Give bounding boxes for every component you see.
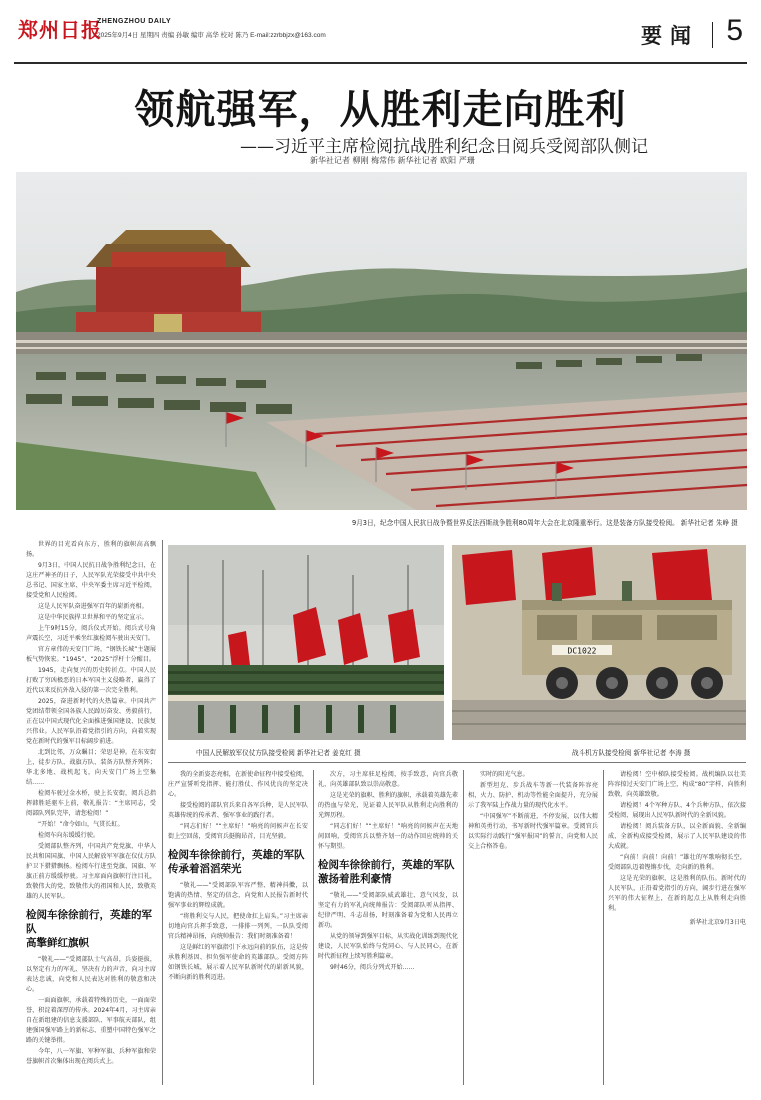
paragraph: 9时46分，阅兵分列式开始…… bbox=[330, 964, 415, 971]
masthead bbox=[14, 8, 747, 64]
paragraph: “敬礼——”受阅部队军容严整、精神抖擞，以饱满的热情、坚定的信念，向党和人民报告新时代强军事业的辉煌成就。 bbox=[168, 882, 308, 909]
paragraph: 次方，习主席驻足检阅，按手致意，向官兵敬礼，向英雄部队致以崇高敬意。 bbox=[318, 771, 458, 788]
paragraph: “中国强军”不断前进，不停发展，以伟大精神和英勇行动，书写新时代强军篇章。受阅官兵以实际行动践行“强军报国”的誓言，向党和人民交上合格答卷。 bbox=[468, 813, 598, 850]
column-divider bbox=[463, 770, 464, 1085]
paragraph: 请检阅！4个军种方队、4个兵种方队，依次接受检阅，展现出人民军队新时代的全新风貌。 bbox=[608, 802, 746, 819]
paragraph: 这是人民军队奋进强军百年的崭新亮相。 bbox=[38, 603, 148, 610]
paragraph: 从党的领导到强军目标，从实战化训练到现代化建设，人民军队始终与党同心、与人民同心，在新时代新征程上续写胜利篇章。 bbox=[318, 933, 458, 960]
paragraph: 9月3日，中国人民抗日战争胜利纪念日，在这庄严神圣的日子，人民军队光荣接受中共中央总书记、国家主席、中央军委主席习近平检阅，接受党和人民检阅。 bbox=[26, 562, 156, 599]
column-subheading-line: 检阅车徐徐前行，英雄的军队 bbox=[168, 849, 305, 861]
paragraph: 我的全新姿态亮相，在新使命征程中接受检阅，庄严宣誓听党指挥、能打胜仗、作风优良的坚定决心。 bbox=[168, 771, 308, 798]
paragraph: 接受检阅的部队官兵来自各军兵种，是人民军队英雄传统的传承者、强军事业的践行者。 bbox=[168, 802, 308, 819]
paragraph: 2025，奋进新时代的火热篇章。中国共产党团结带领全国各族人民踔厉奋发、勇毅前行，正在以中国式现代化全面推进强国建设、民族复兴伟业。人民军队沿着党指引的方向，向着实现党在新时代的强军目标阔步前进。 bbox=[26, 698, 156, 745]
dateline: 2025年9月4日 星期四 责编 孙敏 编审 高华 校对 陈乃 E-mail:zzrbbjzx@163.com bbox=[97, 32, 326, 39]
byline: 新华社记者 柳刚 梅常伟 新华社记者 欧阳 严珊 bbox=[310, 156, 475, 165]
page-separator bbox=[712, 22, 714, 48]
paragraph: “敬礼——”受阅部队威武雄壮、意气风发，以坚定有力的军礼向统帅报告：受阅部队听从指挥、纪律严明、斗志昂扬，时刻准备着为党和人民再立新功。 bbox=[318, 892, 458, 929]
column-subheading-line: 检阅车徐徐前行，英雄的军队 bbox=[26, 909, 152, 935]
column-subheading-line: 检阅车徐徐前行，英雄的军队 bbox=[318, 859, 455, 871]
column-subheading bbox=[26, 908, 156, 950]
text-column-1 bbox=[26, 540, 156, 1088]
honor-guard-photo bbox=[168, 545, 444, 740]
paragraph: 检阅车驶过金水桥，驶上长安街，阅兵总指挥韩胜延驱车上前，敬礼报告：“主席同志，受阅部队列队完毕，请您检阅！” bbox=[26, 790, 156, 817]
paragraph: 这是光荣的旗帜、胜利的旗帜，承载着英雄先辈的热血与荣光，见证着人民军队从胜利走向胜利的光辉历程。 bbox=[318, 792, 458, 819]
text-column-5 bbox=[608, 770, 746, 1088]
vehicle-column-photo bbox=[452, 545, 746, 740]
paragraph: “敬礼——”受阅部队士气高昂，兵姿挺拔，以坚定有力的军礼、坚决有力的声音，向习主席表达忠诚，向党和人民表达对胜利的敬意和决心。 bbox=[26, 956, 156, 993]
column-subheading bbox=[318, 858, 458, 886]
paragraph: “同志们好！”“主席好！”响亮的问候声在天地间回响，受阅官兵以整齐划一的动作回应统帅的关怀与期望。 bbox=[318, 823, 458, 850]
page-headline: 领航强军，从胜利走向胜利 bbox=[134, 87, 627, 133]
paragraph: 这是中华民族捍卫世界和平的坚定宣示。 bbox=[38, 614, 148, 621]
column-subheading-line: 传承着滔滔荣光 bbox=[168, 863, 242, 875]
column-divider bbox=[162, 540, 163, 1085]
paragraph: 请检阅！空中梯队接受检阅。战机编队以壮美阵容掠过天安门广场上空，构成“80”字样，向胜利致敬，向英雄致敬。 bbox=[608, 771, 746, 798]
column-divider bbox=[313, 770, 314, 1085]
paragraph: “向前！向前！向前！”雄壮的军歌响彻长空，受阅部队迈着铿锵步伐，走向新的胜利。 bbox=[608, 854, 746, 871]
text-column-3 bbox=[318, 770, 458, 1088]
paragraph: 检阅车向东缓缓行驶。 bbox=[38, 832, 99, 839]
article-signature: 新华社北京9月3日电 bbox=[689, 919, 746, 926]
right-photo-caption: 战斗机方队接受检阅 新华社记者 李涛 摄 bbox=[572, 749, 691, 757]
paragraph: “同志们好！”“主席好！”响亮的问候声在长安街上空回荡，受阅官兵挺胸昂首，目光坚毅。 bbox=[168, 823, 308, 840]
text-column-4 bbox=[468, 770, 598, 1088]
paragraph: 世界的目光看向东方，胜利的旗帜高高飘扬。 bbox=[26, 541, 156, 558]
paragraph: 实时的阳光气息。 bbox=[480, 771, 529, 778]
sub-headline: ——习近平主席检阅抗战胜利纪念日阅兵受阅部队侧记 bbox=[240, 137, 648, 157]
paragraph: 1945，走向复兴的历史转折点。中国人民打败了穷凶极恶的日本军国主义侵略者，赢得了近代以来反抗外敌入侵的第一次完全胜利。 bbox=[26, 667, 156, 694]
paragraph: “将胜利交与人民，把使命扛上肩头。”习主席亲切地向官兵挥手致意，一排排一列列，一队队受阅官兵精神昂扬，向统帅报告：我们时刻准备着！ bbox=[168, 913, 308, 940]
section-title: 要闻 bbox=[641, 24, 699, 48]
main-photo-caption: 9月3日，纪念中国人民抗日战争暨世界反法西斯战争胜利80周年大会在北京隆重举行。这是装备方队接受检阅。 新华社记者 朱峥 摄 bbox=[352, 519, 738, 527]
paragraph: 今年，八一军旗、军种军旗、兵种军旗和荣誉旗帜首次集体出现在阅兵式上。 bbox=[26, 1048, 156, 1065]
paragraph: 这是鲜红的军旗指引下永远向前的队伍，这是传承胜利基因、担负强军使命的英雄部队。受阅方阵如钢铁长城，展示着人民军队新时代的崭新风貌，不断向新的胜利迈进。 bbox=[168, 944, 308, 981]
paragraph: 新型坦克、步兵战车等新一代装备阵容亮相，火力、防护、机动等性能全面提升，充分展示了我军陆上作战力量的现代化水平。 bbox=[468, 782, 598, 809]
paragraph: 请检阅！阅兵装备方队，以全新面貌、全新编成、全新构成接受检阅，展示了人民军队建设的伟大成就。 bbox=[608, 823, 746, 850]
column-subheading bbox=[168, 848, 308, 876]
paragraph: 一面面旗帜，承载着特殊的历史，一面面荣誉，积淀着深厚的传承。2024年4月，习主席亲自在新组建的信息支援部队、军事航天部队，组建强国强军路上的新标志、重塑中国特色强军之路的关键举措。 bbox=[26, 997, 156, 1044]
paragraph: 上午9时15分，阅兵仪式开始。阅兵式号角声震长空，习近平乘坐红旗检阅车驶出天安门。 bbox=[26, 625, 156, 642]
main-parade-photo bbox=[16, 172, 747, 510]
page-number: 5 bbox=[726, 14, 743, 47]
text-column-2 bbox=[168, 770, 308, 1088]
paragraph: 官方章伟的天安门广场，“钢铁长城”主题展板气势恢宏。“1945”、“2025”浮杆十分醒目。 bbox=[26, 646, 156, 663]
paper-english-name: ZHENGZHOU DAILY bbox=[97, 18, 172, 25]
column-subheading-line: 高擎鲜红旗帜 bbox=[26, 937, 89, 949]
paragraph: 北到比邻，万众瞩目；荣思是神。在东安街上，徒步方队、战旗方队、装备方队整齐列阵；华北多地、战机起飞，向天安门广场上空集结…… bbox=[26, 749, 156, 786]
column-subheading-line: 激扬着胜利豪情 bbox=[318, 873, 392, 885]
paragraph: 受阅部队整齐列，中国共产党党旗、中华人民共和国国旗、中国人民解放军军旗在仪仗方队护卫下猎猎飘扬。检阅车行进至党旗、国旗、军旗正前方缓缓停驶。习主席面向旗帜行注目礼，致敬伟大的党、致敬伟大的祖国和人民，致敬英雄的人民军队。 bbox=[26, 843, 156, 900]
paragraph: “开始！”命令如山，气贯长虹。 bbox=[38, 821, 124, 828]
newspaper-logo: 郑州日报 bbox=[18, 18, 102, 42]
left-photo-caption: 中国人民解放军仪仗方队接受检阅 新华社记者 姜克红 摄 bbox=[196, 749, 361, 757]
column-divider bbox=[603, 770, 604, 1085]
vehicle-plate-text: DC1022 bbox=[567, 646, 597, 656]
paragraph: 这是光荣的旗帜，这是胜利的队伍。新时代的人民军队，正沿着党指引的方向，阔步行进在强军兴军的伟大征程上，在新的起点上从胜利走向胜利。 bbox=[608, 875, 746, 912]
photo-text-divider bbox=[168, 762, 746, 763]
